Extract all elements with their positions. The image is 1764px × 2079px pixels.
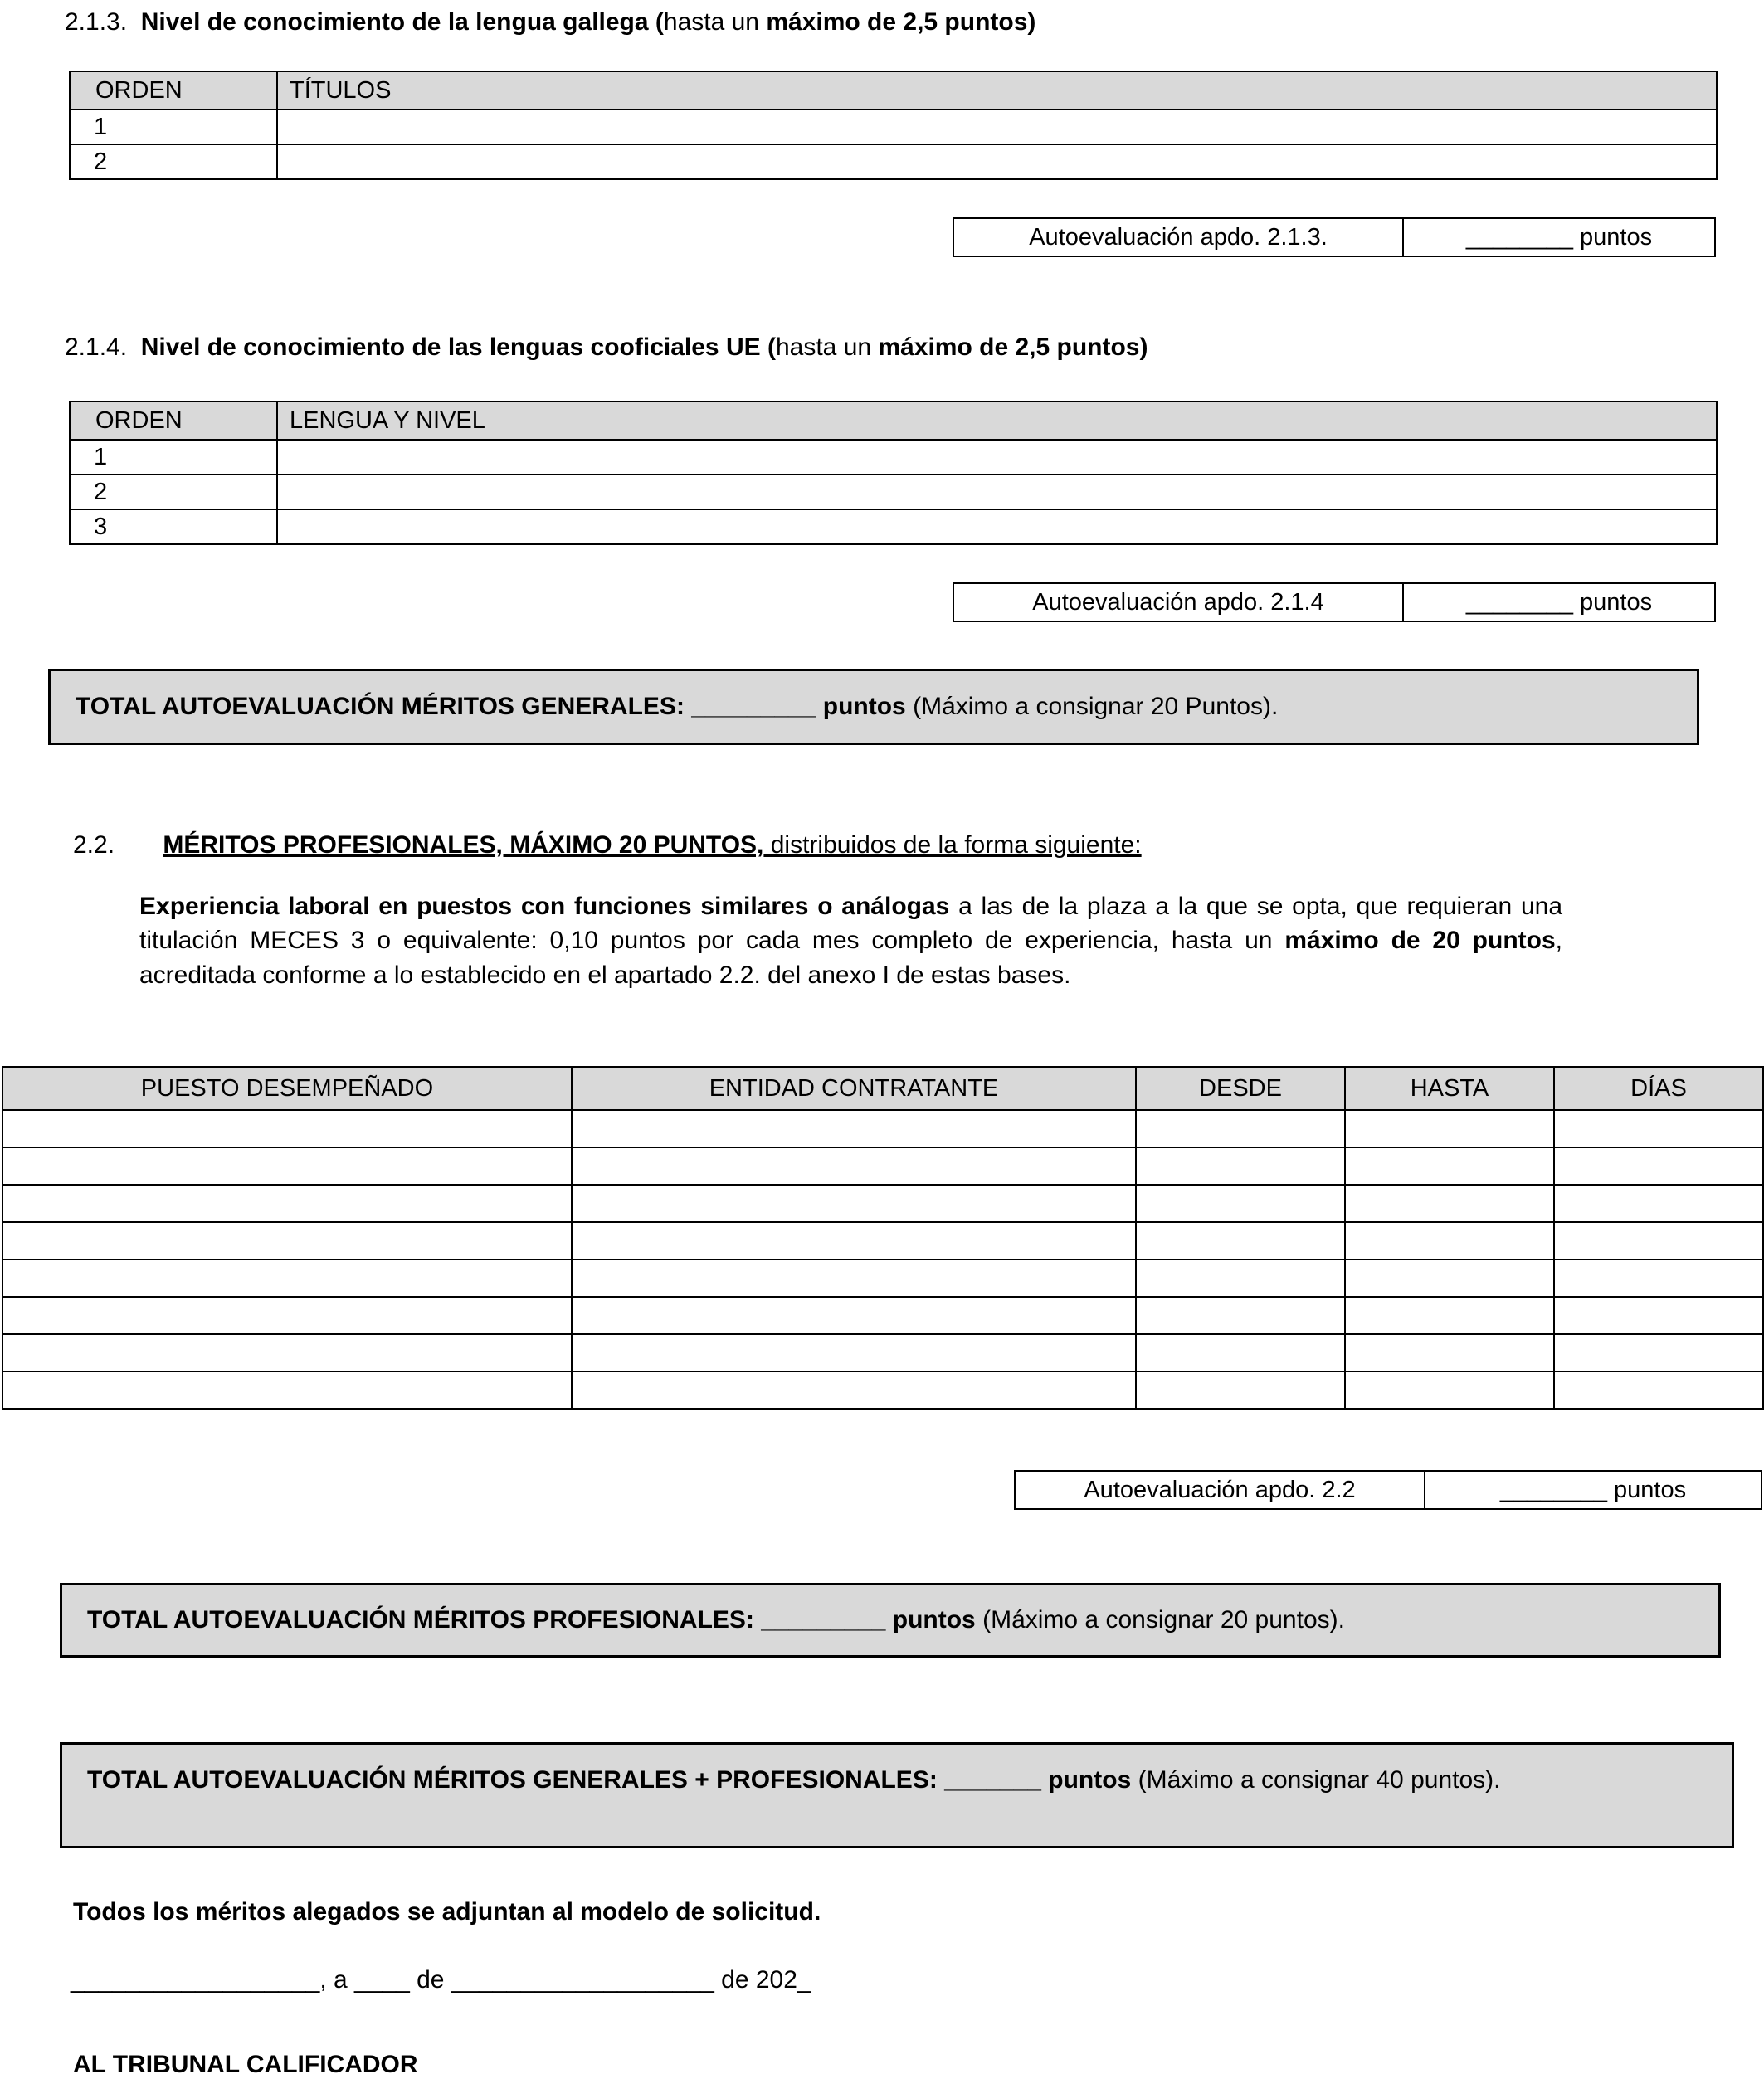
table-header-row (70, 71, 1717, 110)
cell-entidad[interactable] (572, 1147, 1136, 1185)
cell-puesto[interactable] (2, 1147, 572, 1185)
cell-puesto[interactable] (2, 1110, 572, 1147)
cell-dias[interactable] (1554, 1334, 1763, 1371)
section-2-2-title-normal: distribuidos de la forma siguiente: (763, 831, 1142, 859)
cell-lengua-nivel[interactable] (277, 440, 1717, 475)
cell-desde[interactable] (1136, 1222, 1345, 1259)
autoeval-box-2-2 (1014, 1470, 1762, 1510)
table-row (2, 1222, 1763, 1259)
experiencia-table-body (2, 1110, 1763, 1409)
merits-note: Todos los méritos alegados se adjuntan al modelo de solicitud. (73, 1898, 821, 1926)
autoeval-label: Autoevaluación apdo. 2.1.3. (1029, 223, 1328, 251)
section-2-1-3-number: 2.1.3. (65, 8, 128, 36)
cell-entidad[interactable] (572, 1185, 1136, 1222)
section-2-1-3-title-normal: hasta un (663, 8, 767, 36)
cell-titulo[interactable] (277, 144, 1717, 179)
section-2-2-number: 2.2. (73, 831, 115, 859)
cell-puesto[interactable] (2, 1297, 572, 1334)
table-row (2, 1371, 1763, 1409)
autoeval-value[interactable]: ________ puntos (1402, 219, 1714, 256)
cell-desde[interactable] (1136, 1334, 1345, 1371)
cell-desde[interactable] (1136, 1297, 1345, 1334)
cell-hasta[interactable] (1345, 1222, 1554, 1259)
section-2-1-3-heading (65, 7, 1035, 38)
total-profesionales-bold: TOTAL AUTOEVALUACIÓN MÉRITOS PROFESIONALES: _________ puntos (87, 1606, 976, 1634)
cell-entidad[interactable] (572, 1371, 1136, 1409)
cell-dias[interactable] (1554, 1371, 1763, 1409)
table-row (2, 1334, 1763, 1371)
cell-hasta[interactable] (1345, 1147, 1554, 1185)
cell-desde[interactable] (1136, 1371, 1345, 1409)
tribunal-label: AL TRIBUNAL CALIFICADOR (73, 2051, 418, 2078)
autoeval-value[interactable]: ________ puntos (1424, 1472, 1761, 1508)
autoeval-label: Autoevaluación apdo. 2.2 (1084, 1476, 1356, 1503)
cell-hasta[interactable] (1345, 1334, 1554, 1371)
autoeval-label: Autoevaluación apdo. 2.1.4 (1032, 588, 1324, 616)
section-2-1-4-title-bold: Nivel de conocimiento de las lenguas cooficiales UE ( (140, 334, 776, 361)
total-combined-text (62, 1745, 1500, 1794)
cell-dias[interactable] (1554, 1297, 1763, 1334)
total-combined-normal: (Máximo a consignar 40 puntos). (1131, 1766, 1501, 1794)
cell-orden: 2 (70, 475, 277, 509)
section-2-2-paragraph (139, 889, 1562, 992)
cell-orden: 1 (70, 110, 277, 144)
autoeval-box-2-1-4 (953, 582, 1716, 622)
autoeval-box-2-1-3 (953, 217, 1716, 257)
cell-entidad[interactable] (572, 1222, 1136, 1259)
total-generales-normal: (Máximo a consignar 20 Puntos). (905, 693, 1279, 720)
cell-puesto[interactable] (2, 1371, 572, 1409)
cell-puesto[interactable] (2, 1222, 572, 1259)
column-header-desde: DESDE (1136, 1067, 1345, 1110)
experiencia-laboral-table (2, 1066, 1764, 1410)
column-header-entidad: ENTIDAD CONTRATANTE (572, 1067, 1136, 1110)
section-2-1-4-heading (65, 332, 1148, 363)
cell-hasta[interactable] (1345, 1259, 1554, 1297)
column-header-orden: ORDEN (70, 71, 277, 110)
table-row (70, 509, 1717, 544)
cell-dias[interactable] (1554, 1222, 1763, 1259)
cell-hasta[interactable] (1345, 1371, 1554, 1409)
table-header-row (70, 402, 1717, 440)
cell-lengua-nivel[interactable] (277, 509, 1717, 544)
section-2-1-4-number: 2.1.4. (65, 334, 128, 361)
cell-desde[interactable] (1136, 1147, 1345, 1185)
total-profesionales-normal: (Máximo a consignar 20 puntos). (975, 1606, 1345, 1634)
cell-orden: 1 (70, 440, 277, 475)
cell-lengua-nivel[interactable] (277, 475, 1717, 509)
date-line[interactable]: __________________, a ____ de ___________________ de 202_ (71, 1966, 811, 1994)
table-row (2, 1110, 1763, 1147)
column-header-orden: ORDEN (70, 402, 277, 440)
lengua-nivel-table (69, 401, 1718, 545)
column-header-puesto: PUESTO DESEMPEÑADO (2, 1067, 572, 1110)
section-2-1-3-title-bold: Nivel de conocimiento de la lengua gallega ( (140, 8, 664, 36)
total-profesionales-banner (60, 1583, 1721, 1658)
autoeval-value[interactable]: ________ puntos (1402, 584, 1714, 621)
column-header-hasta: HASTA (1345, 1067, 1554, 1110)
paragraph-bold-1: Experiencia laboral en puestos con funciones similares o análogas (139, 893, 950, 920)
cell-desde[interactable] (1136, 1110, 1345, 1147)
column-header-titulos: TÍTULOS (277, 71, 1717, 110)
table-row (2, 1147, 1763, 1185)
cell-hasta[interactable] (1345, 1297, 1554, 1334)
section-2-1-4-title-bold2: máximo de 2,5 puntos) (878, 334, 1148, 361)
paragraph-normal-1: a las de la plaza a la que se opta, que requieran una titulación MECES 3 o equivalente: 0,10 puntos por cada mes completo de experiencia, hasta un (139, 893, 1563, 955)
cell-entidad[interactable] (572, 1259, 1136, 1297)
section-2-1-4-title-normal: hasta un (775, 334, 879, 361)
total-combined-bold: TOTAL AUTOEVALUACIÓN MÉRITOS GENERALES + PROFESIONALES: _______ puntos (87, 1766, 1132, 1794)
cell-entidad[interactable] (572, 1297, 1136, 1334)
cell-puesto[interactable] (2, 1334, 572, 1371)
titulos-table (69, 71, 1718, 180)
table-row (70, 110, 1717, 144)
column-header-dias: DÍAS (1554, 1067, 1763, 1110)
paragraph-normal-2: , acreditada conforme a lo establecido en el apartado 2.2. del anexo I de estas bases. (139, 927, 1562, 989)
total-profesionales-text (62, 1606, 1345, 1634)
cell-hasta[interactable] (1345, 1110, 1554, 1147)
total-combined-banner (60, 1742, 1734, 1848)
cell-entidad[interactable] (572, 1110, 1136, 1147)
section-2-2-heading (73, 830, 1142, 861)
section-2-2-title-bold: MÉRITOS PROFESIONALES, MÁXIMO 20 PUNTOS, (163, 831, 764, 859)
cell-dias[interactable] (1554, 1147, 1763, 1185)
cell-dias[interactable] (1554, 1185, 1763, 1222)
total-generales-banner (48, 669, 1699, 745)
cell-desde[interactable] (1136, 1185, 1345, 1222)
cell-orden: 2 (70, 144, 277, 179)
cell-orden: 3 (70, 509, 277, 544)
table-header-row (2, 1067, 1763, 1110)
table-row (2, 1297, 1763, 1334)
cell-hasta[interactable] (1345, 1185, 1554, 1222)
table-row (2, 1259, 1763, 1297)
cell-entidad[interactable] (572, 1334, 1136, 1371)
cell-titulo[interactable] (277, 110, 1717, 144)
cell-puesto[interactable] (2, 1259, 572, 1297)
table-row (70, 440, 1717, 475)
table-row (2, 1185, 1763, 1222)
cell-puesto[interactable] (2, 1185, 572, 1222)
cell-dias[interactable] (1554, 1259, 1763, 1297)
total-generales-bold: TOTAL AUTOEVALUACIÓN MÉRITOS GENERALES: _________ puntos (76, 693, 906, 720)
cell-desde[interactable] (1136, 1259, 1345, 1297)
table-row (70, 475, 1717, 509)
table-row (70, 144, 1717, 179)
section-2-1-3-title-bold2: máximo de 2,5 puntos) (766, 8, 1036, 36)
paragraph-bold-2: máximo de 20 puntos (1284, 927, 1556, 955)
total-generales-text (51, 693, 1278, 721)
column-header-lengua-nivel: LENGUA Y NIVEL (277, 402, 1717, 440)
cell-dias[interactable] (1554, 1110, 1763, 1147)
